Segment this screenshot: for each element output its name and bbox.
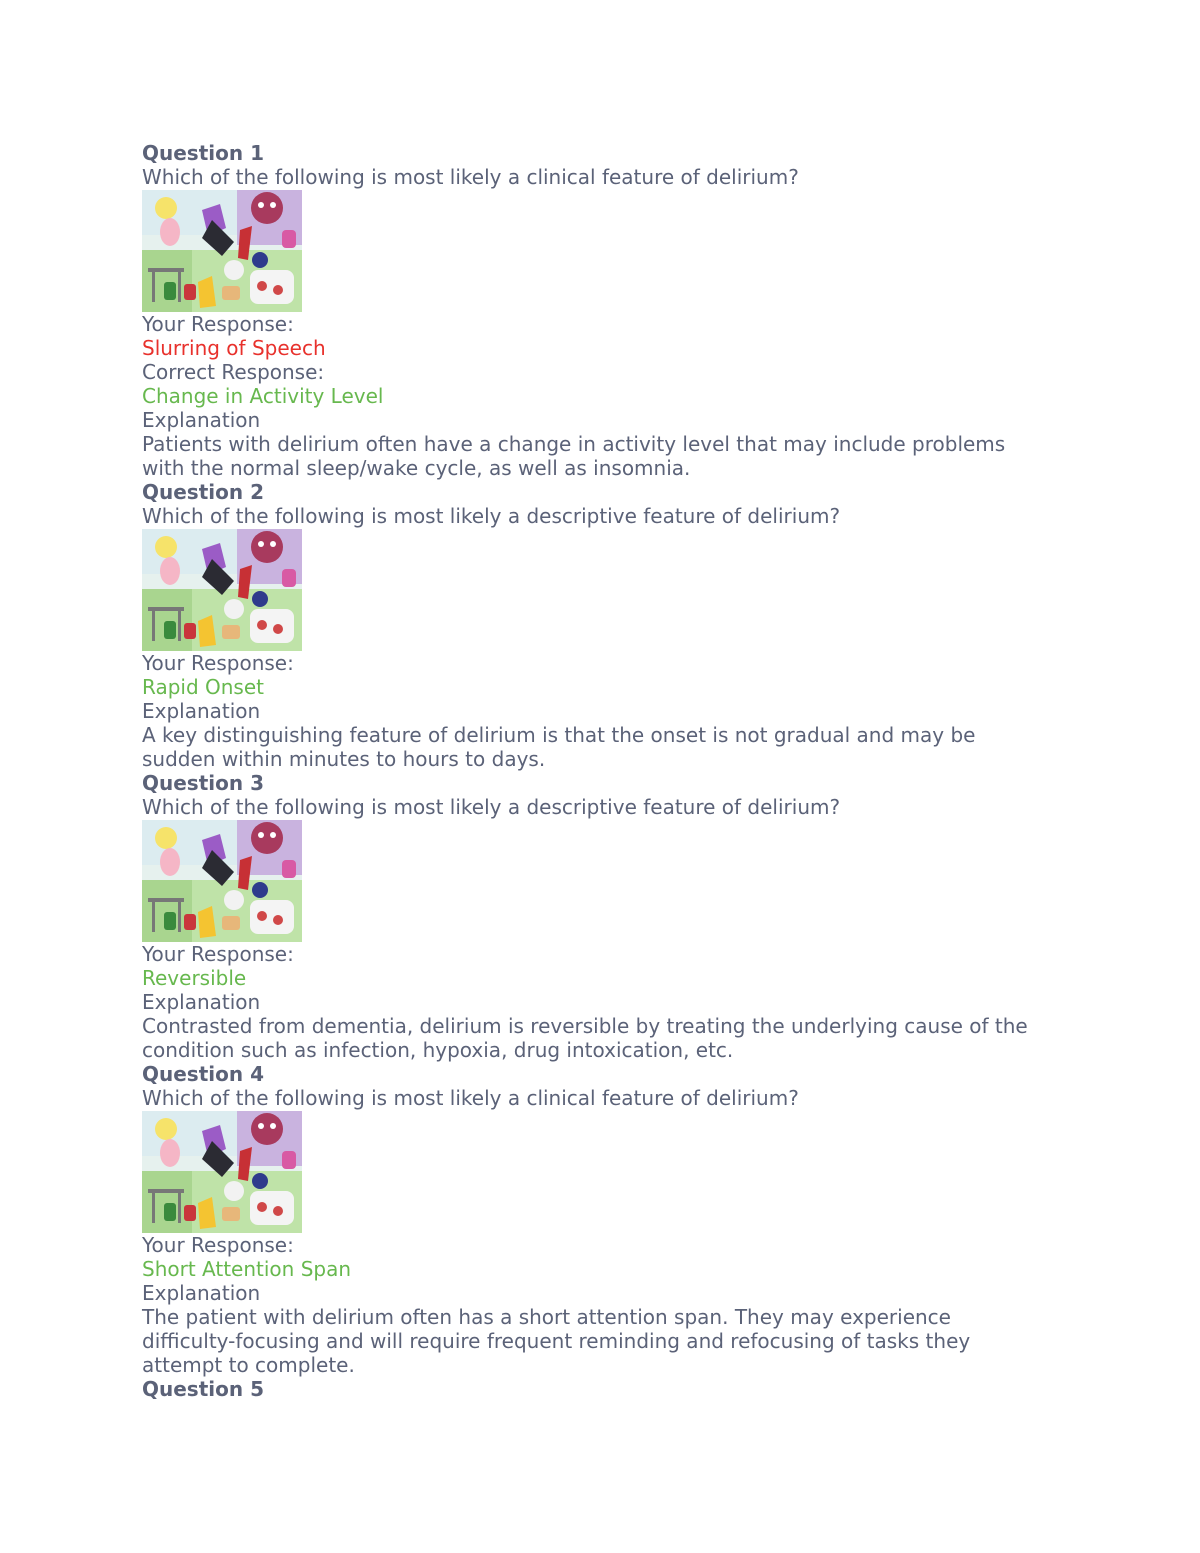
explanation-label: Explanation (142, 408, 261, 432)
explanation-text: condition such as infection, hypoxia, drug intoxication, etc. (142, 1038, 734, 1062)
your-response-value: Reversible (142, 966, 247, 990)
cartoon-illustration-icon (142, 529, 302, 651)
your-response-value: Short Attention Span (142, 1257, 352, 1281)
your-response-label: Your Response: (142, 312, 294, 336)
question-block-4 (142, 1062, 1072, 1377)
question-title: Question 5 (142, 1377, 264, 1401)
your-response-value: Slurring of Speech (142, 336, 326, 360)
explanation-label: Explanation (142, 1281, 261, 1305)
cartoon-illustration-icon (142, 1111, 302, 1233)
explanation-text: The patient with delirium often has a short attention span. They may experience (142, 1305, 951, 1329)
your-response-value: Rapid Onset (142, 675, 265, 699)
question-prompt: Which of the following is most likely a descriptive feature of delirium? (142, 795, 841, 819)
explanation-text: Patients with delirium often have a change in activity level that may include problems (142, 432, 1006, 456)
quiz-results (142, 141, 1072, 1401)
question-title: Question 1 (142, 141, 264, 165)
explanation-text: with the normal sleep/wake cycle, as well as insomnia. (142, 456, 691, 480)
your-response-label: Your Response: (142, 1233, 294, 1257)
question-block-3 (142, 771, 1072, 1062)
question-title: Question 2 (142, 480, 264, 504)
correct-response-label: Correct Response: (142, 360, 325, 384)
question-block-5 (142, 1377, 1072, 1401)
explanation-text: sudden within minutes to hours to days. (142, 747, 546, 771)
question-block-2 (142, 480, 1072, 771)
cartoon-illustration-icon (142, 190, 302, 312)
your-response-label: Your Response: (142, 651, 294, 675)
question-prompt: Which of the following is most likely a clinical feature of delirium? (142, 165, 799, 189)
explanation-text: attempt to complete. (142, 1353, 355, 1377)
your-response-label: Your Response: (142, 942, 294, 966)
question-block-1 (142, 141, 1072, 480)
question-prompt: Which of the following is most likely a clinical feature of delirium? (142, 1086, 799, 1110)
cartoon-illustration-icon (142, 820, 302, 942)
explanation-label: Explanation (142, 699, 261, 723)
question-title: Question 3 (142, 771, 264, 795)
explanation-text: Contrasted from dementia, delirium is reversible by treating the underlying cause of the (142, 1014, 1028, 1038)
explanation-text: A key distinguishing feature of delirium is that the onset is not gradual and may be (142, 723, 976, 747)
correct-response-value: Change in Activity Level (142, 384, 384, 408)
explanation-label: Explanation (142, 990, 261, 1014)
question-prompt: Which of the following is most likely a descriptive feature of delirium? (142, 504, 841, 528)
explanation-text: difficulty-focusing and will require frequent reminding and refocusing of tasks they (142, 1329, 971, 1353)
question-title: Question 4 (142, 1062, 264, 1086)
